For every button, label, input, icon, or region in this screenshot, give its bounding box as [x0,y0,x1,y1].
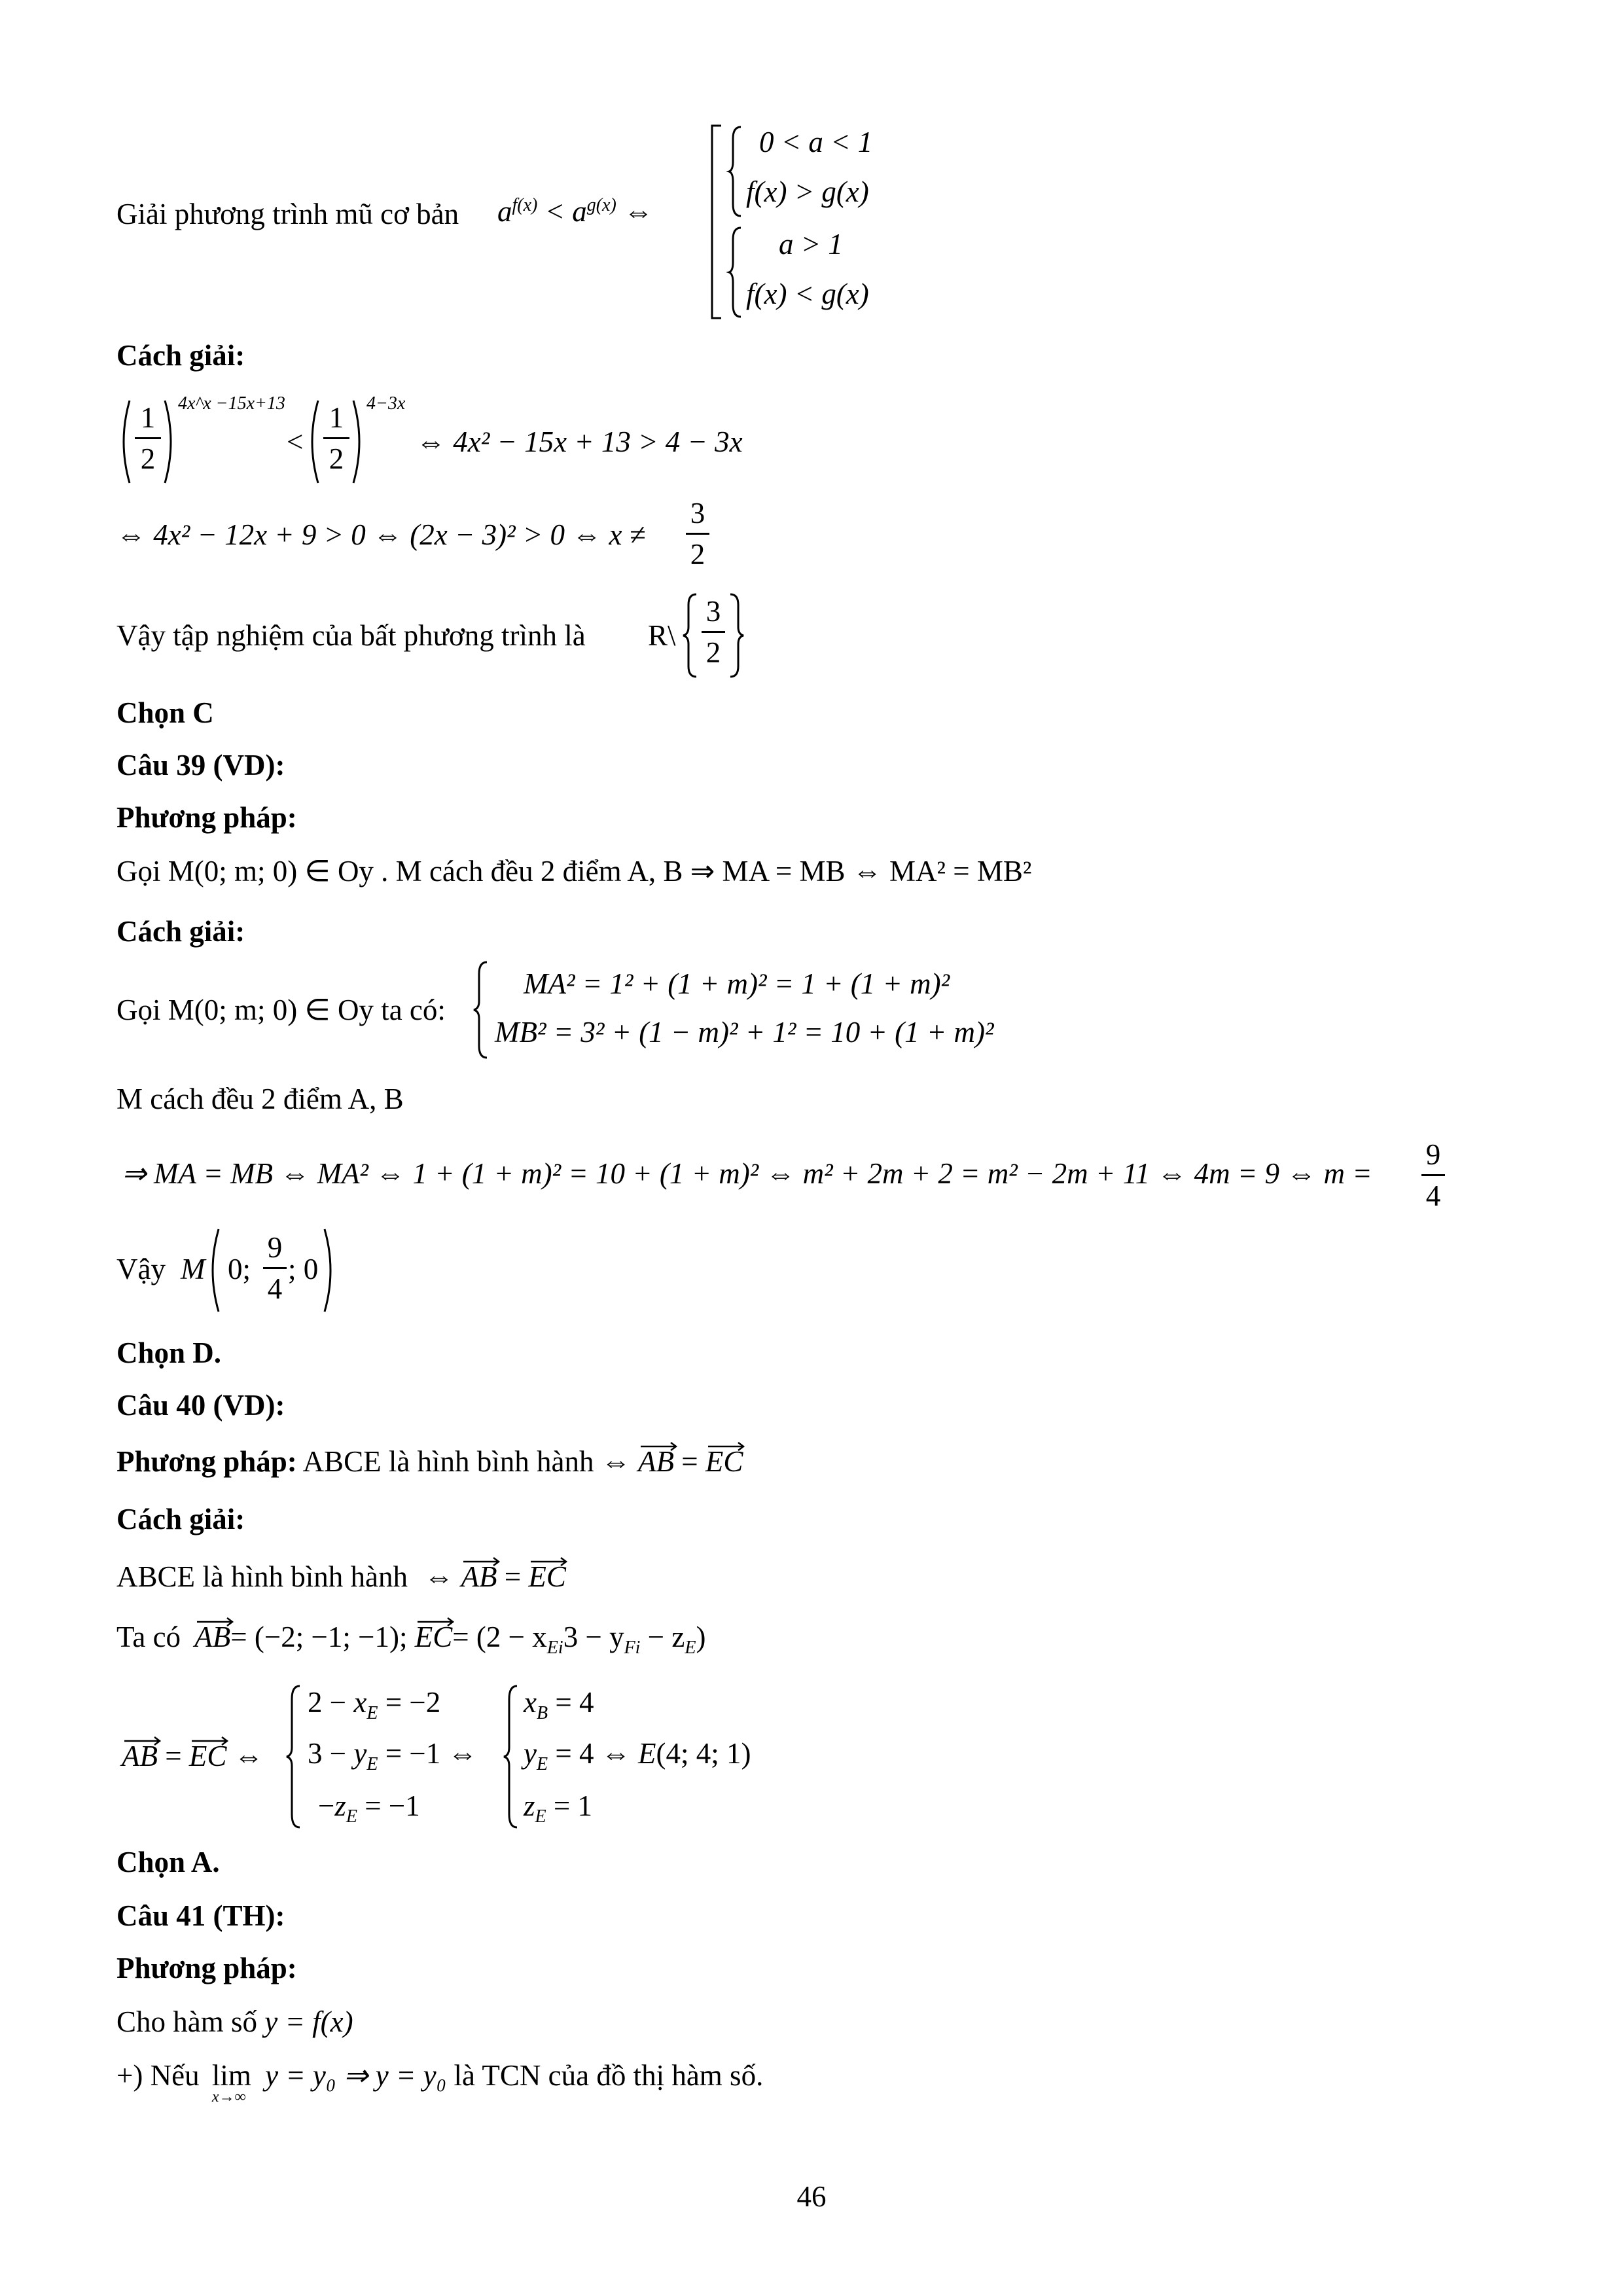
q40-sys-r1: $x_B = 4$ [524,1686,594,1723]
q38-method-heading: Cách giải: [116,339,245,372]
q40-sys-r2: $y_E = 4$ ⇔ E(4; 4; 1) [524,1737,751,1774]
q38-line1-rhs: ⇔ 4x² − 15x + 13 > 4 − 3x [416,425,743,458]
q40-title: Câu 40 (VD): [116,1389,285,1422]
case2-a: a > 1 [779,228,843,260]
vec-arrow-ab-2 [462,1556,501,1566]
point-coord-a: 0; [228,1253,251,1285]
m-fraction: 9 4 [1421,1138,1445,1213]
exponent-1: 4x^x −15x+13 [178,393,285,414]
q40-system-lhs: AB = EC ⇔ [122,1738,264,1774]
q41-line2: +) Nếu lim x→∞ y = y₀ ⇒ y = y₀ là TCN của đồ thị hàm số. [116,2059,764,2106]
q39-title: Câu 39 (VD): [116,749,285,781]
q40-sys-l2: $3 - y_E = -1$ ⇔ [308,1737,478,1774]
point-paren-left [204,1228,224,1313]
less-than: < [287,425,304,458]
q40-brace-left [284,1685,304,1829]
q41-method-heading: Phương pháp: [116,1952,297,1984]
point-coord-b: ; 0 [288,1253,319,1285]
q38-conclusion: Vậy tập nghiệm của bất phương trình là [116,619,586,652]
q39-system-brace [471,961,491,1059]
q40-sys-l1: $2 - x_E = -2$ [308,1686,441,1723]
rule-lhs: $a^{f(x)} < a^{g(x)}$ ⇔ [497,195,654,228]
three-halves: 3 2 [686,496,709,571]
brace-case1 [728,126,743,217]
q41-title: Câu 41 (TH): [116,1899,285,1932]
q40-line1: ABCE là hình bình hành ⇔ AB = EC [116,1559,566,1594]
q41-line1: Cho hàm số y = f(x) [116,2005,353,2038]
q40-sys-r3: $z_E = 1$ [524,1789,593,1827]
q39-vay: Vậy [116,1253,166,1285]
half-fraction-1: 1 2 [135,401,161,476]
q38-line2: ⇔ 4x² − 12x + 9 > 0 ⇔ (2x − 3)² > 0 ⇔ x ≠ [116,518,646,551]
vec-arrow-ec-3 [416,1617,455,1626]
paren-left-2 [304,399,323,484]
q39-system-line1: MA² = 1² + (1 + m)² = 1 + (1 + m)² [524,967,950,1000]
q40-taco: Ta có AB= (−2; −1; −1); $EC= (2 - x_{Ei}3 - y_{Fi} - z_E)$ [116,1619,705,1659]
exponent-2: 4−3x [366,393,406,414]
vec-arrow-ec-4 [190,1736,230,1745]
half-fraction-2: 1 2 [323,401,349,476]
q39-system-line2: MB² = 3² + (1 − m)² + 1² = 10 + (1 + m)² [495,1016,994,1049]
vec-arrow-ab-3 [196,1617,235,1626]
set-brace-right [726,593,746,678]
q39-solution-heading: Cách giải: [116,915,245,948]
q39-method-heading: Phương pháp: [116,801,297,834]
set-brace-left [681,593,700,678]
case1-f: f(x) > g(x) [746,175,869,208]
cases-bracket [707,124,726,321]
vec-arrow-ab-4 [123,1736,162,1745]
q39-equidistant: M cách đều 2 điểm A, B [116,1083,404,1115]
set-fraction: 3 2 [702,594,725,670]
q40-answer: Chọn A. [116,1846,220,1878]
q40-sys-l3: $-z_E = -1$ [318,1789,420,1827]
q39-answer: Chọn D. [116,1336,222,1369]
point-paren-right [321,1228,340,1313]
vec-arrow-ec-2 [529,1556,569,1566]
q40-solution-heading: Cách giải: [116,1503,245,1535]
q39-method-text: Gọi M(0; m; 0) ∈ Oy . M cách đều 2 điểm A, B ⇒ MA = MB ⇔ MA² = MB² [116,855,1032,888]
set-r: R\ [648,619,676,652]
vec-arrow-ec [707,1441,746,1450]
limit-subscript: x→∞ [211,2089,246,2106]
q40-method: Phương pháp: ABCE là hình bình hành ⇔ AB = EC [116,1444,743,1479]
q39-chain: ⇒ MA = MB ⇔ MA² ⇔ 1 + (1 + m)² = 10 + (1 + m)² ⇔ m² + 2m + 2 = m² − 2m + 11 ⇔ 4m = 9 ⇔ m = [122,1157,1372,1190]
paren-left-1 [115,399,135,484]
q39-goi: Gọi M(0; m; 0) ∈ Oy ta có: [116,994,446,1026]
q39-point-name: M [181,1253,205,1285]
q40-brace-right [501,1685,521,1829]
vec-arrow-ab [639,1441,679,1450]
intro-text: Giải phương trình mũ cơ bản [116,198,459,230]
page-number: 46 [796,2180,827,2213]
case1-a: 0 < a < 1 [759,126,873,158]
case2-f: f(x) < g(x) [746,278,869,310]
point-fraction: 9 4 [263,1230,287,1306]
q38-answer: Chọn C [116,696,214,729]
brace-case2 [728,226,743,318]
